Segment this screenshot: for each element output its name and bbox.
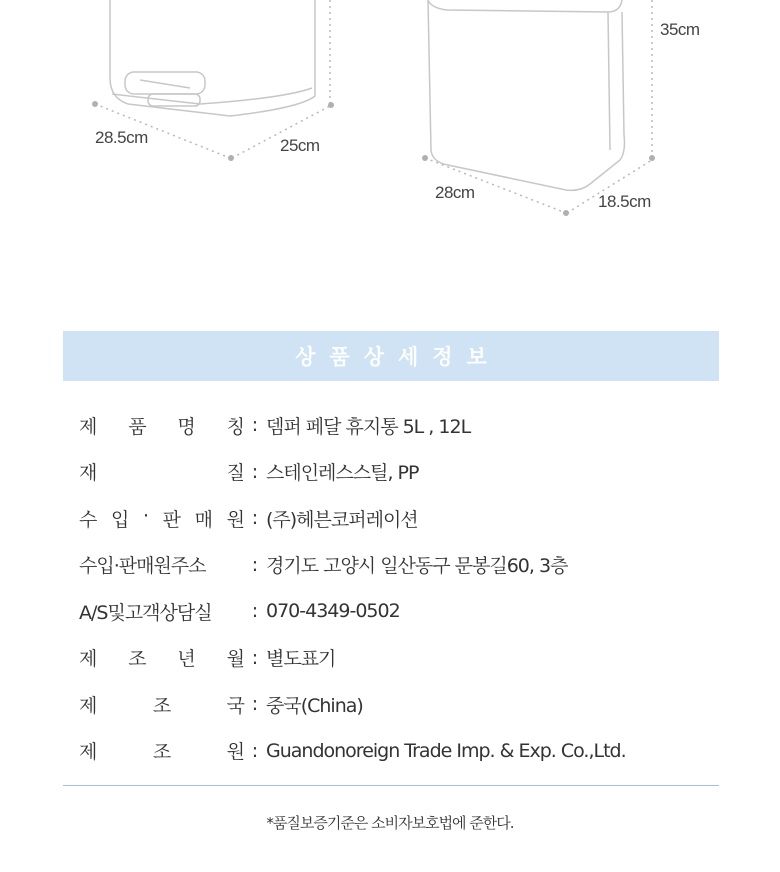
section-title: 상품상세정보 — [295, 345, 501, 369]
spec-label: 수 입 · 판 매 원 — [79, 504, 244, 531]
spec-label: A/S및고객상담실 — [79, 601, 212, 624]
small-bin-depth-label: 25cm — [280, 136, 320, 155]
small-bin-width-label: 28.5cm — [95, 128, 148, 147]
spec-colon: : — [251, 600, 259, 623]
spec-label: 재 질 — [79, 462, 244, 485]
product-dimension-illustration — [0, 0, 780, 300]
spec-value: 뎀퍼 페달 휴지통 5L , 12L — [266, 415, 471, 438]
section-header-bar — [63, 331, 719, 381]
spec-label: 수입·판매원주소 — [79, 555, 206, 578]
spec-value: 경기도 고양시 일산동구 문봉길60, 3층 — [266, 555, 568, 578]
product-spec-table — [79, 402, 719, 774]
spec-row — [79, 681, 719, 728]
spec-label: 제 조 년 월 — [79, 648, 244, 671]
small-bin-drawing — [110, 0, 315, 116]
spec-row — [79, 402, 719, 449]
spec-row — [79, 635, 719, 682]
large-bin-width-label: 28cm — [435, 183, 475, 202]
spec-colon: : — [251, 507, 259, 530]
spec-value: 별도표기 — [266, 648, 336, 671]
large-bin-height-label: 35cm — [660, 20, 700, 39]
spec-colon: : — [251, 553, 259, 576]
quality-footnote: *품질보증기준은 소비자보호법에 준한다. — [266, 814, 514, 832]
spec-value: 중국(China) — [266, 694, 363, 717]
spec-colon: : — [251, 739, 259, 762]
spec-colon: : — [251, 460, 259, 483]
spec-row — [79, 542, 719, 589]
spec-row — [79, 449, 719, 496]
spec-colon: : — [251, 414, 259, 437]
large-bin-drawing — [428, 0, 625, 190]
bin-dimension-drawing — [0, 0, 780, 300]
spec-value: Guandonoreign Trade Imp. & Exp. Co.,Ltd. — [266, 739, 626, 762]
spec-colon: : — [251, 693, 259, 716]
spec-colon: : — [251, 646, 259, 669]
spec-row — [79, 728, 719, 775]
spec-value: (주)헤븐코퍼레이션 — [266, 508, 418, 531]
spec-label: 제 품 명 칭 — [79, 415, 244, 438]
spec-label: 제 조 국 — [79, 694, 244, 717]
spec-value: 스테인레스스틸, PP — [266, 462, 419, 485]
spec-row — [79, 588, 719, 635]
spec-row — [79, 495, 719, 542]
large-bin-dimension-lines — [425, 0, 652, 213]
spec-label: 제 조 원 — [79, 741, 244, 764]
large-bin-depth-label: 18.5cm — [598, 192, 651, 211]
section-divider — [63, 785, 719, 786]
spec-value: 070-4349-0502 — [266, 600, 400, 623]
